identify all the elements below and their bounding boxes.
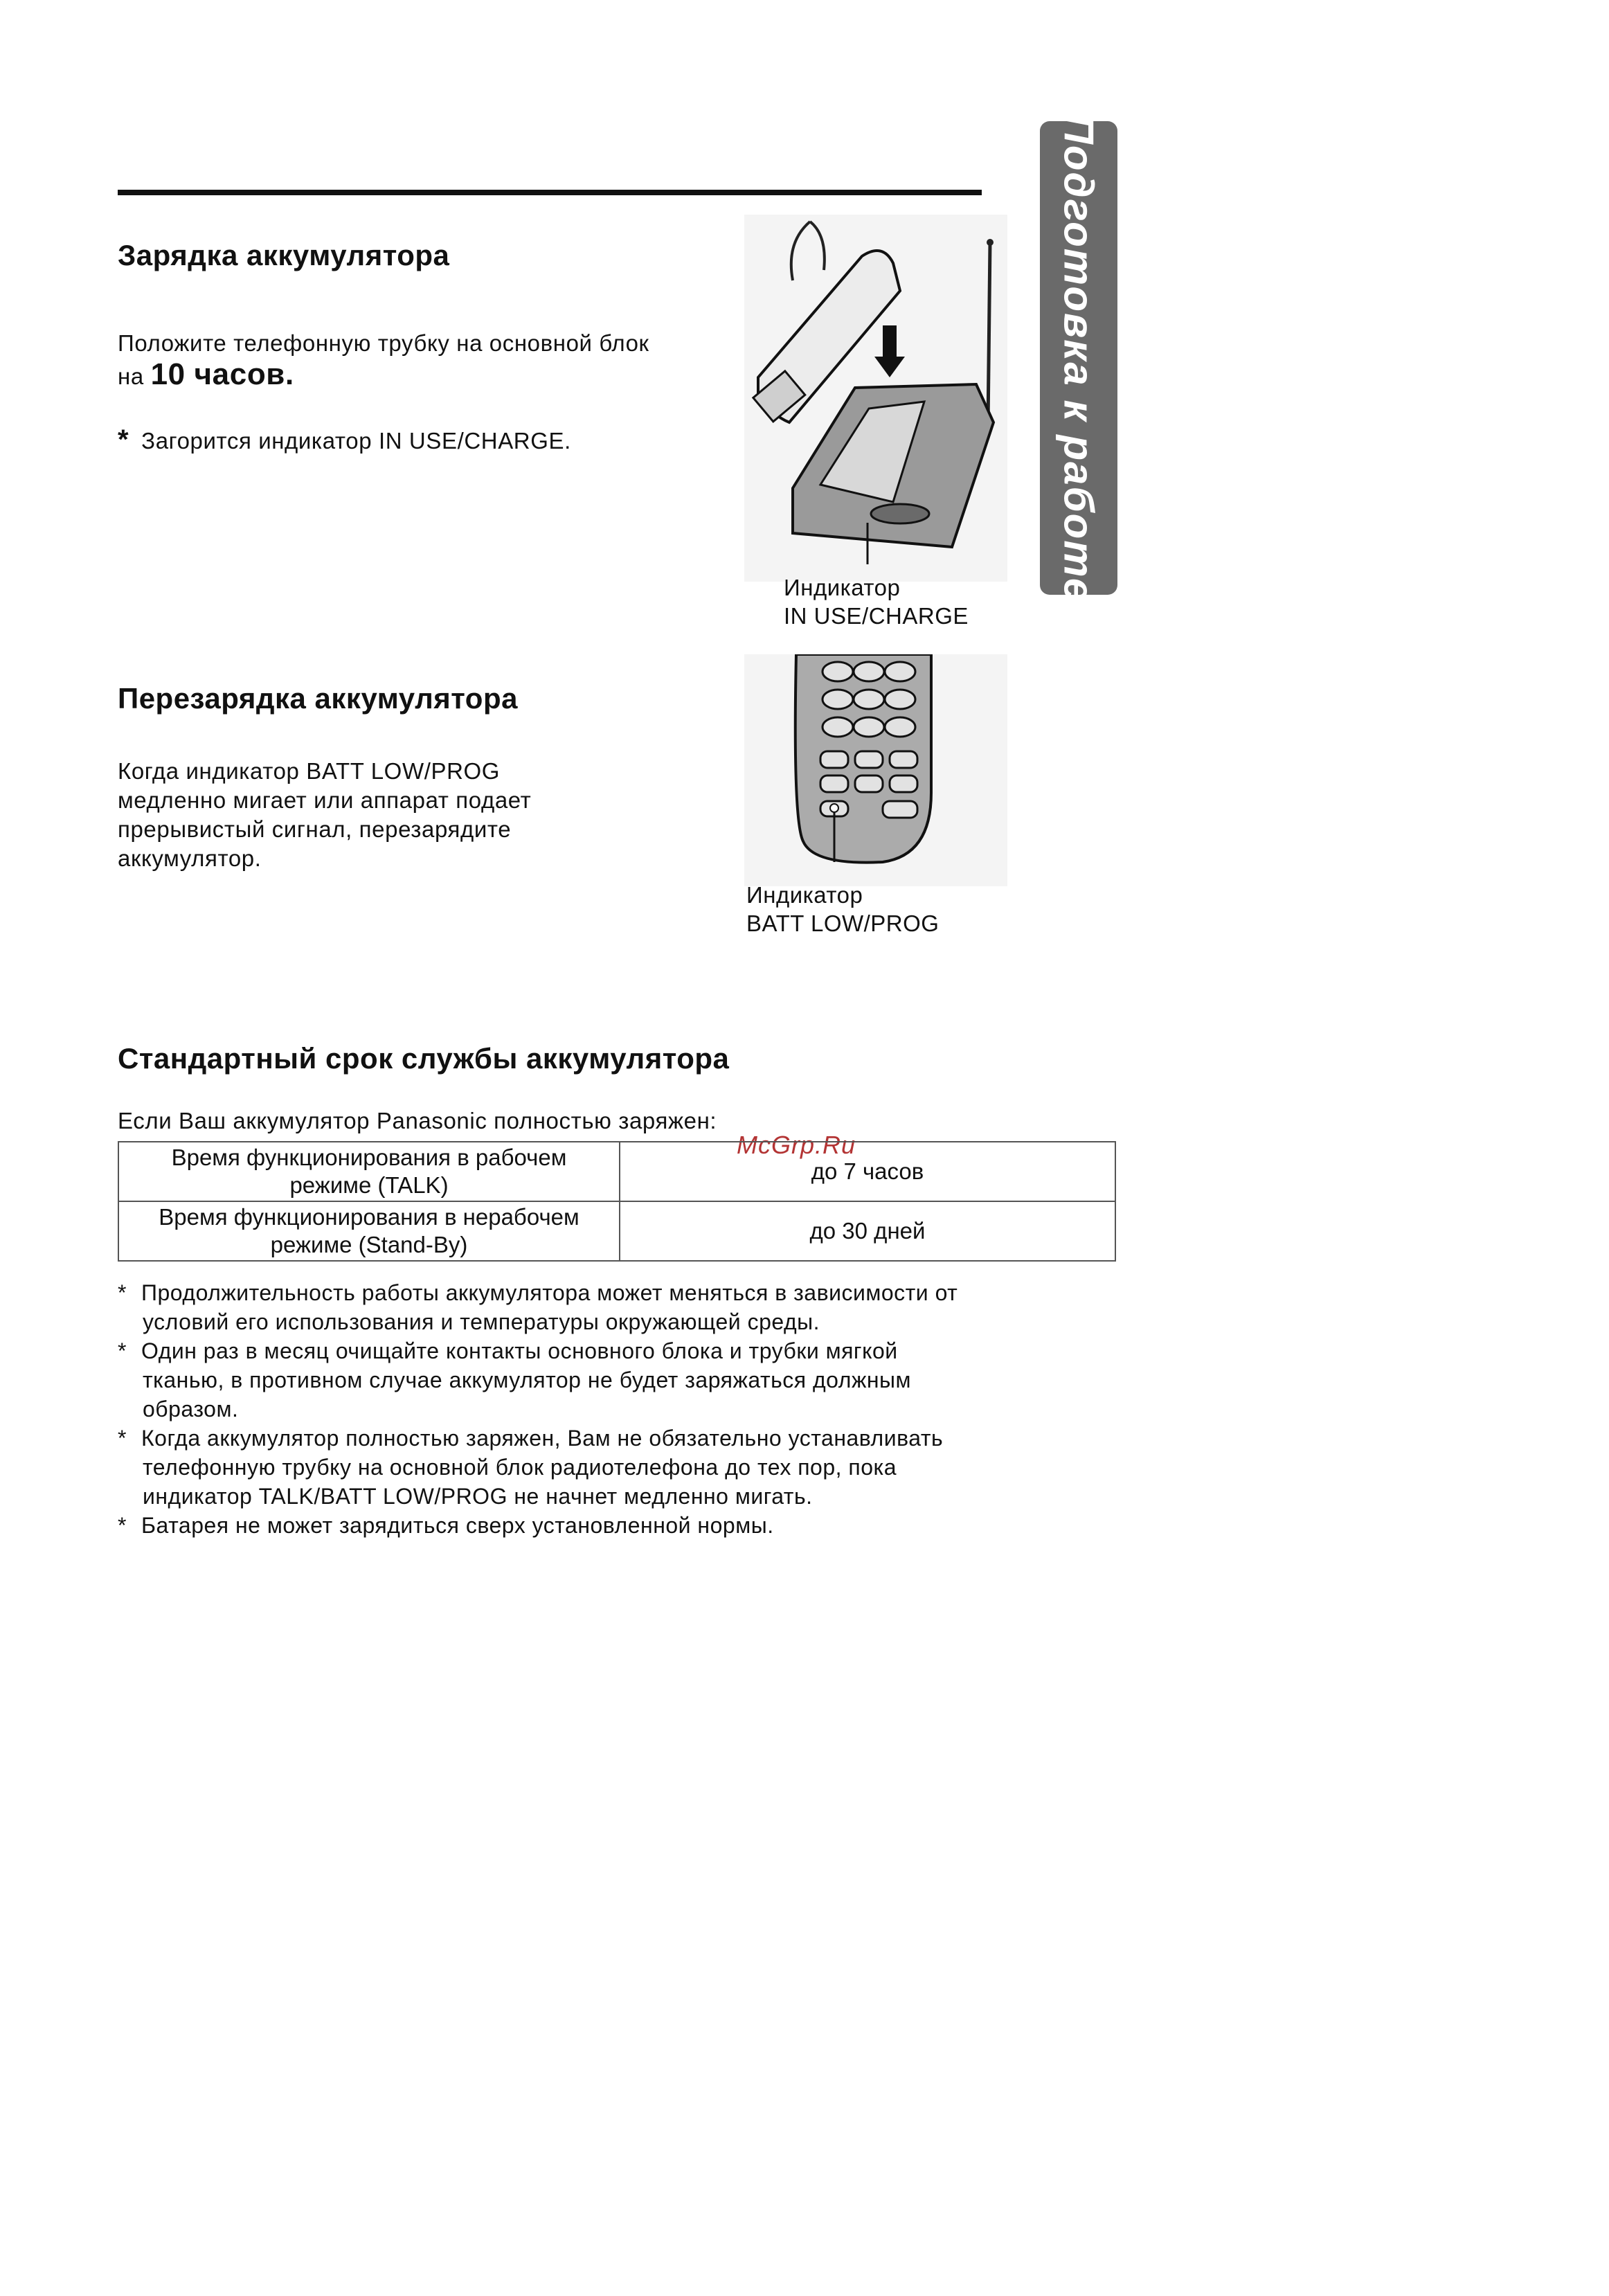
note-text: Один раз в месяц очищайте контакты основного блока и трубки мягкой — [141, 1338, 898, 1363]
charge-text-line1: Положите телефонную трубку на основной блок — [118, 330, 649, 356]
handset-illustration — [744, 654, 1007, 886]
charge-bullet — [118, 425, 571, 456]
table-cell-mode — [118, 1201, 620, 1261]
mode-line: Время функционирования в рабочем — [171, 1145, 567, 1170]
battery-notes — [118, 1278, 1129, 1540]
note-marker: * — [118, 1338, 127, 1363]
watermark: McGrp.Ru — [737, 1131, 856, 1159]
section-side-tab — [1040, 114, 1117, 602]
side-tab-label: Подготовка к работе — [1055, 114, 1102, 602]
recharge-text-line: прерывистый сигнал, перезарядите — [118, 816, 512, 842]
note-text: Когда аккумулятор полностью заряжен, Вам не обязательно устанавливать — [141, 1426, 944, 1451]
batt-indicator-caption — [746, 881, 939, 938]
table-cell-mode — [118, 1142, 620, 1201]
batt-caption-line2: BATT LOW/PROG — [746, 911, 940, 936]
charge-bullet-text: Загорится индикатор IN USE/CHARGE. — [141, 428, 571, 454]
charge-duration: 10 часов. — [150, 357, 294, 391]
recharge-text-line: медленно мигает или аппарат подает — [118, 787, 532, 813]
charge-caption-line1: Индикатор — [784, 575, 901, 600]
note-item — [118, 1511, 1129, 1540]
mode-line: режиме (Stand-By) — [270, 1232, 468, 1257]
mode-line: режиме (TALK) — [289, 1172, 449, 1198]
charge-indicator-caption — [784, 573, 969, 630]
table-row — [118, 1142, 1115, 1201]
battery-life-table — [118, 1141, 1116, 1262]
mode-line: Время функционирования в нерабочем — [159, 1204, 579, 1230]
top-rule — [118, 190, 982, 195]
note-marker: * — [118, 1513, 127, 1538]
table-row — [118, 1201, 1115, 1261]
recharge-text-line: аккумулятор. — [118, 845, 262, 871]
note-marker: * — [118, 1426, 127, 1451]
note-text: образом. — [143, 1397, 239, 1421]
batt-caption-line1: Индикатор — [746, 882, 863, 908]
charge-caption-line2: IN USE/CHARGE — [784, 603, 969, 629]
charge-text-prefix: на — [118, 364, 144, 389]
battery-life-intro: Если Ваш аккумулятор Panasonic полностью заряжен: — [118, 1108, 717, 1133]
note-text: телефонную трубку на основной блок радиотелефона до тех пор, пока — [143, 1455, 897, 1480]
battery-life-heading: Стандартный срок службы аккумулятора — [118, 1042, 730, 1075]
recharge-text-line: Когда индикатор BATT LOW/PROG — [118, 758, 501, 784]
note-item — [118, 1278, 1129, 1336]
recharge-heading: Перезарядка аккумулятора — [118, 682, 518, 715]
note-text: Продолжительность работы аккумулятора может меняться в зависимости от — [141, 1280, 958, 1305]
recharge-text — [118, 757, 531, 873]
note-item — [118, 1336, 1129, 1424]
base-unit-illustration — [744, 215, 1007, 582]
table-cell-value: до 7 часов — [620, 1142, 1115, 1201]
bullet-marker: * — [118, 424, 129, 455]
note-item — [118, 1424, 1129, 1511]
table-cell-value: до 30 дней — [620, 1201, 1115, 1261]
note-marker: * — [118, 1280, 127, 1305]
note-text: тканью, в противном случае аккумулятор не будет заряжаться должным — [143, 1367, 912, 1392]
note-text: Батарея не может зарядиться сверх установленной нормы. — [141, 1513, 774, 1538]
charge-text-line2 — [118, 357, 294, 391]
charge-heading: Зарядка аккумулятора — [118, 239, 450, 271]
note-text: индикатор TALK/BATT LOW/PROG не начнет медленно мигать. — [143, 1484, 813, 1509]
note-text: условий его использования и температуры окружающей среды. — [143, 1309, 820, 1334]
